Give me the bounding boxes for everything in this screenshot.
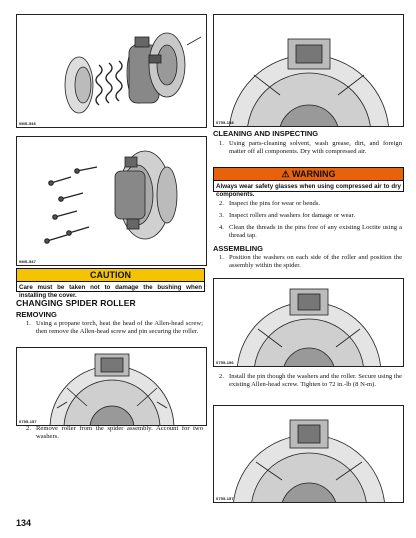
step-number: 4. — [219, 224, 224, 231]
warning-notice — [213, 167, 404, 198]
step-number: 2. — [219, 200, 224, 207]
figure-label: 0755-157 — [216, 496, 234, 501]
figure-spider-top — [16, 347, 207, 426]
step-removing-1 — [26, 320, 203, 336]
step-text: Using a propane torch, heat the head of the Allen-head screw; then remove the Allen-head screw and pin securing the roller. — [36, 320, 203, 336]
caution-text: Care must be taken not to damage the bushing when installing the cover. — [19, 284, 202, 299]
figure-spider-removal — [213, 14, 404, 127]
step-number: 1. — [219, 140, 224, 147]
figure-label: 0755-156 — [216, 360, 234, 365]
step-cleaning-3 — [219, 212, 402, 220]
step-assembling-1 — [219, 254, 402, 270]
step-text: Remove roller from the spider assembly. Account for two washers. — [36, 425, 203, 441]
figure-clutch-cover-bolts — [16, 136, 207, 266]
step-number: 1. — [219, 254, 224, 261]
warning-bar — [214, 168, 403, 181]
step-assembling-2 — [219, 373, 402, 389]
heading-cleaning-inspecting: CLEANING AND INSPECTING — [213, 129, 319, 138]
spider-top-illustration — [17, 348, 206, 425]
roller-position-illustration — [214, 279, 403, 366]
warning-triangle-icon: ⚠ — [281, 169, 290, 179]
figure-label: 0MS-546 — [19, 121, 36, 126]
step-text: Inspect the pins for wear or bends. — [229, 200, 321, 207]
warning-title: WARNING — [292, 169, 336, 179]
step-text: Position the washers on each side of the roller and position the assembly within the spider. — [229, 254, 402, 270]
step-number: 3. — [219, 212, 224, 219]
figure-label: 0755-158 — [216, 120, 234, 125]
step-text: Using parts-cleaning solvent, wash grease, dirt, and foreign matter off all components. Dry with compressed air. — [229, 140, 402, 156]
roller-installed-illustration — [214, 406, 403, 502]
figure-roller-installed — [213, 405, 404, 503]
figure-clutch-exploded — [16, 14, 207, 128]
clutch-exploded-illustration — [17, 15, 206, 127]
step-cleaning-4 — [219, 224, 402, 240]
step-number: 1. — [26, 320, 31, 327]
step-cleaning-1 — [219, 140, 402, 156]
step-number: 2. — [26, 425, 31, 432]
section-heading-changing-spider-roller: CHANGING SPIDER ROLLER — [16, 298, 136, 308]
subheading-removing: REMOVING — [16, 310, 57, 319]
warning-text: Always wear safety glasses when using compressed air to dry components. — [216, 183, 401, 198]
page-number: 134 — [16, 518, 32, 528]
step-removing-2 — [26, 425, 203, 441]
step-text: Install the pin though the washers and the roller. Secure using the existing Allen-head screw. Tighten to 72 in.-lb (8 N-m). — [229, 373, 402, 389]
figure-roller-position — [213, 278, 404, 367]
figure-label: 0MS-547 — [19, 259, 36, 264]
caution-title: CAUTION — [17, 269, 204, 282]
caution-notice — [16, 268, 205, 299]
heading-assembling: ASSEMBLING — [213, 244, 264, 253]
step-text: Clean the threads in the pins free of any existing Loctite using a thread tap. — [229, 224, 402, 240]
spider-removal-illustration — [214, 15, 403, 126]
step-number: 2. — [219, 373, 224, 380]
figure-label: 0755-157 — [19, 419, 37, 424]
step-text: Inspect rollers and washers for damage or wear. — [229, 212, 355, 219]
step-cleaning-2 — [219, 200, 402, 208]
clutch-bolts-illustration — [17, 137, 206, 265]
